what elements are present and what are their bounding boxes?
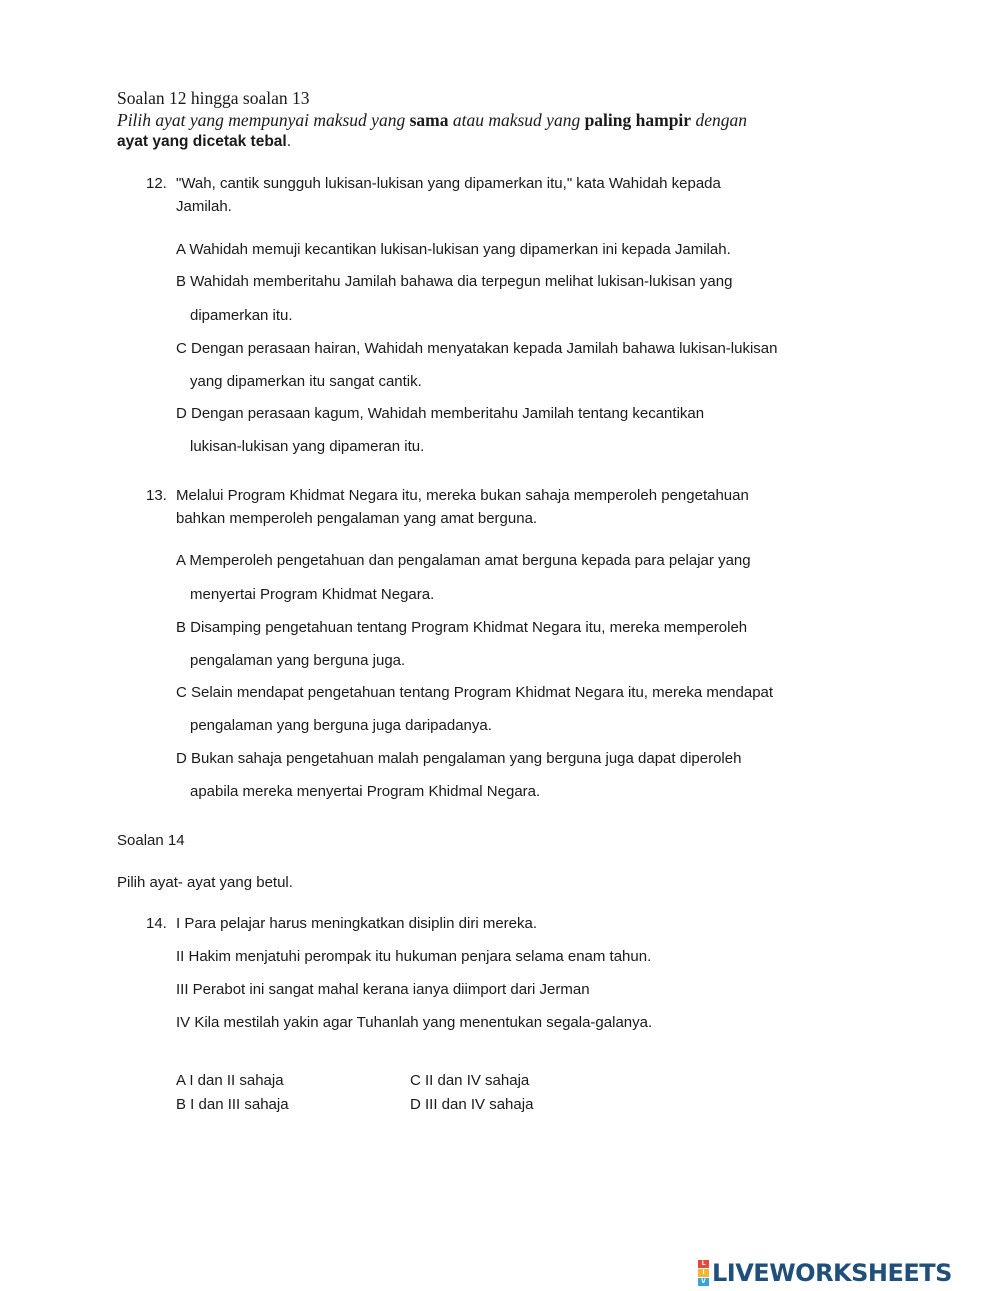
statement-4: IV Kila mestilah yakin agar Tuhanlah yang menentukan segala-galanya. bbox=[176, 1014, 653, 1031]
section-14-title: Soalan 14 bbox=[117, 832, 185, 849]
option-c[interactable]: C Dengan perasaan hairan, Wahidah menyatakan kepada Jamilah bahawa lukisan-lukisan bbox=[176, 340, 778, 357]
question-stem: Jamilah. bbox=[176, 198, 232, 215]
question-stem: "Wah, cantik sungguh lukisan-lukisan yang dipamerkan itu," kata Wahidah kepada bbox=[176, 175, 721, 192]
option-a[interactable]: A Wahidah memuji kecantikan lukisan-lukisan yang dipamerkan ini kepada Jamilah. bbox=[176, 241, 731, 258]
instruction-text: dengan bbox=[691, 110, 747, 130]
option-c[interactable]: C Selain mendapat pengetahuan tentang Program Khidmat Negara itu, mereka mendapat bbox=[176, 684, 774, 701]
logo-tile: I bbox=[698, 1269, 709, 1277]
logo-text: LIVEWORKSHEETS bbox=[712, 1259, 952, 1287]
section-14-instruction: Pilih ayat- ayat yang betul. bbox=[117, 874, 293, 891]
option-b-continued: dipamerkan itu. bbox=[190, 307, 293, 324]
instruction-bold-same: sama bbox=[409, 110, 449, 130]
option-d[interactable]: D Dengan perasaan kagum, Wahidah memberitahu Jamilah tentang kecantikan bbox=[176, 405, 705, 422]
logo-tiles-icon bbox=[698, 1260, 709, 1286]
option-a[interactable]: A Memperoleh pengetahuan dan pengalaman amat berguna kepada para pelajar yang bbox=[176, 552, 751, 569]
statement-1: I Para pelajar harus meningkatkan disiplin diri mereka. bbox=[176, 915, 538, 932]
option-b[interactable]: B I dan III sahaja bbox=[176, 1096, 289, 1113]
option-b[interactable]: B Wahidah memberitahu Jamilah bahawa dia terpegun melihat lukisan-lukisan yang bbox=[176, 273, 733, 290]
option-a-continued: menyertai Program Khidmat Negara. bbox=[190, 586, 435, 603]
logo-tile: L bbox=[698, 1260, 709, 1268]
instruction-text: atau maksud yang bbox=[448, 110, 585, 130]
logo-tile: V bbox=[698, 1278, 709, 1286]
instruction-period: . bbox=[286, 133, 292, 150]
option-a[interactable]: A I dan II sahaja bbox=[176, 1072, 284, 1089]
section-title: Soalan 12 hingga soalan 13 bbox=[117, 88, 310, 108]
question-number: 13. bbox=[146, 487, 167, 504]
option-c-continued: pengalaman yang berguna juga daripadanya. bbox=[190, 717, 492, 734]
option-d[interactable]: D III dan IV sahaja bbox=[410, 1096, 534, 1113]
question-stem: bahkan memperoleh pengalaman yang amat berguna. bbox=[176, 510, 538, 527]
option-c-continued: yang dipamerkan itu sangat cantik. bbox=[190, 373, 422, 390]
instruction-text: Pilih ayat yang mempunyai maksud yang bbox=[117, 110, 410, 130]
instruction-line-2 bbox=[117, 133, 291, 151]
instruction-bold-closest: paling hampir bbox=[584, 110, 692, 130]
instruction-line-1 bbox=[117, 110, 747, 131]
option-b[interactable]: B Disamping pengetahuan tentang Program Khidmat Negara itu, mereka memperoleh bbox=[176, 619, 748, 636]
option-d[interactable]: D Bukan sahaja pengetahuan malah pengalaman yang berguna juga dapat diperoleh bbox=[176, 750, 742, 767]
option-d-continued: lukisan-lukisan yang dipameran itu. bbox=[190, 438, 425, 455]
instruction-bold-printed: ayat yang dicetak tebal bbox=[117, 133, 287, 150]
question-number: 14. bbox=[146, 915, 167, 932]
option-d-continued: apabila mereka menyertai Program Khidmal Negara. bbox=[190, 783, 541, 800]
liveworksheets-logo bbox=[698, 1258, 952, 1288]
statement-3: III Perabot ini sangat mahal kerana ianya diimport dari Jerman bbox=[176, 981, 590, 998]
question-number: 12. bbox=[146, 175, 167, 192]
option-c[interactable]: C II dan IV sahaja bbox=[410, 1072, 530, 1089]
option-b-continued: pengalaman yang berguna juga. bbox=[190, 652, 406, 669]
statement-2: II Hakim menjatuhi perompak itu hukuman penjara selama enam tahun. bbox=[176, 948, 652, 965]
question-stem: Melalui Program Khidmat Negara itu, mereka bukan sahaja memperoleh pengetahuan bbox=[176, 487, 749, 504]
